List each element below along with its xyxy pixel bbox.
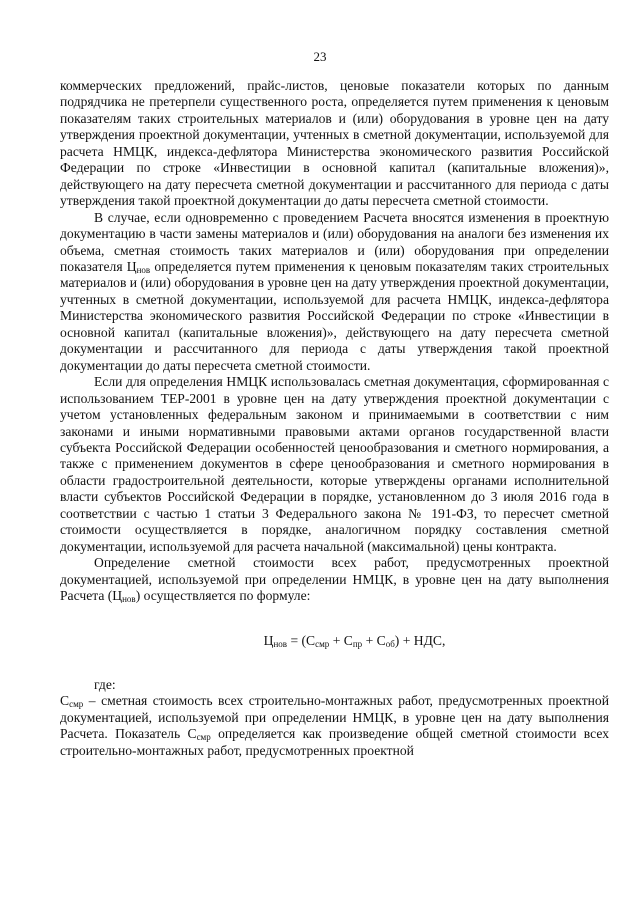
definition-symbol: С [60, 693, 70, 709]
definition-subscript: смр [196, 732, 211, 743]
paragraph-ter-2001: Если для определения НМЦК использовалась сметная документация, сформированная с использованием ТЕР-2001 в уровне цен на дату утверждения проектной документации с учетом установленных федеральным законом и принимаемыми в соответствии с ним законами и иными нормативными правовыми актами органов государственной власти субъекта Российской Федерации особенностей ценообразования и сметного нормирования, а также с применением документов в сфере ценообразования и сметного нормирования в области градостроительной деятельности, которые утверждены органами исполнительной власти субъектов Российской Федерации в порядке, установленном до 3 июля 2016 года в соответствии с частью 1 статьи 3 Федерального закона № 191-ФЗ, то пересчет сметной стоимости осуществляется в порядке, аналогичном порядку составления сметной документации, используемой для расчета начальной (максимальной) цены контракта. [60, 374, 609, 554]
definition-text: – сметная стоимость всех строительно-монтажных работ, предусмотренных проектной документацией, используемой при определении НМЦК, в уровне цен на дату выполнения Расчета. Показатель С [60, 693, 609, 742]
formula-term-smr: смр [315, 638, 330, 649]
paragraph-continuation: коммерческих предложений, прайс-листов, ценовые показатели которых по данным подрядчика не претерпели существенного роста, определяется путем применения к ценовым показателям таких строительных материалов и (или) оборудования в уровне цен на дату утверждения проектной документации, учтенных в сметной документации, используемой для расчета НМЦК, индекса-дефлятора Министерства экономического развития Российской Федерации по строке «Инвестиции в основной капитал (капитальные вложения)», действующего на дату пересчета сметной документации и рассчитанного для периода с даты утверждения такой проектной документации до даты пересчета сметной стоимости. [60, 78, 609, 209]
cost-formula [60, 633, 609, 649]
paragraph-formula-intro [60, 555, 609, 604]
formula-equals: = (С [287, 632, 316, 648]
formula-term-pr: пр [352, 638, 363, 649]
definition-symbol-subscript: смр [69, 699, 84, 710]
formula-lhs-subscript: нов [273, 638, 288, 649]
paragraph-replacement-materials [60, 210, 609, 375]
formula-tail: ) + НДС, [394, 632, 446, 648]
formula-lhs: Ц [263, 632, 274, 648]
paragraph-text: Определение сметной стоимости всех работ, предусмотренных проектной документацией, используемой при определении НМЦК, в уровне цен на дату выполнения Расчета (Ц [60, 555, 609, 604]
paragraph-text: ) осуществляется по формуле: [135, 588, 311, 604]
where-label: где: [94, 676, 116, 692]
paragraph-text: В случае, если одновременно с проведением Расчета вносятся изменения в проектную документацию в части замены материалов и (или) оборудования на аналоги без изменения их объема, сметная стоимость таких материалов и (или) оборудования при определении показателя Ц [60, 209, 609, 274]
document-body [60, 78, 609, 759]
subscript: нов [122, 594, 136, 605]
subscript: нов [136, 264, 151, 275]
formula-term-ob: об [385, 638, 395, 649]
formula-plus: + С [362, 632, 386, 648]
paragraph-text: определяется путем применения к ценовым показателям таких строительных материалов и (или) оборудования в уровне цен на дату утверждения проектной документации, учтенных в сметной документации, используемой для расчета НМЦК, индекса-дефлятора Министерства экономического развития Российской Федерации по строке «Инвестиции в основной капитал (капитальные вложения)», действующего на дату пересчета сметной документации и рассчитанного для периода с даты утверждения такой проектной документации до даты пересчета сметной стоимости. [60, 258, 610, 373]
definition-smr [60, 693, 609, 759]
formula-plus: + С [329, 632, 353, 648]
definition-text: определяется как произведение общей сметной стоимости всех строительно-монтажных работ, предусмотренных проектной [60, 726, 609, 758]
page-number: 23 [313, 49, 327, 64]
